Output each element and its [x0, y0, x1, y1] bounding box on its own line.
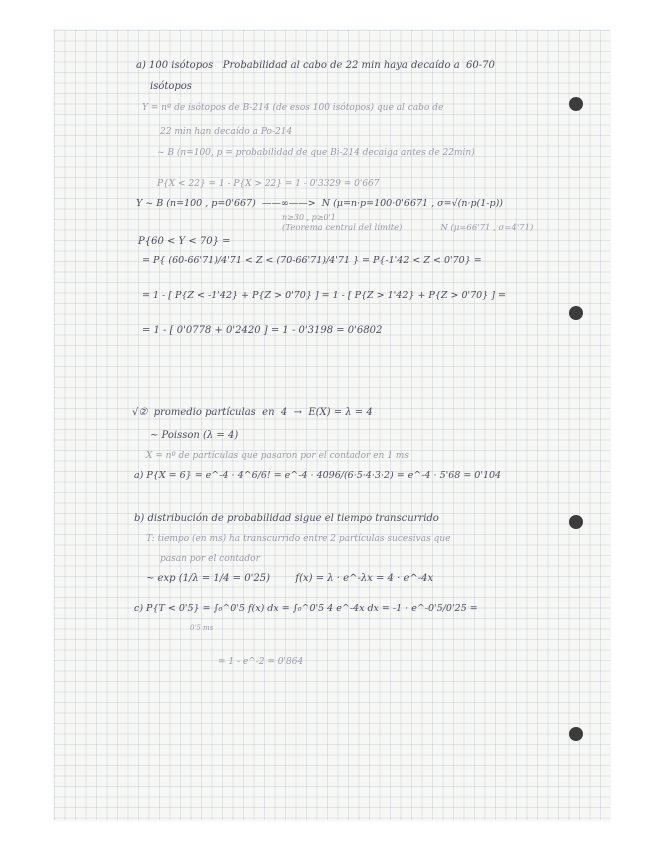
problem-a-line-8: n≥30 , p≥0'1: [282, 213, 336, 222]
problem-2-line-4: a) P{X = 6} = e^-4 · 4^6/6! = e^-4 · 4096/(6·5·4·3·2) = e^-4 · 5'68 = 0'104: [134, 470, 502, 481]
problem-2-line-8: ~ exp (1/λ = 1/4 = 0'25) f(x) = λ · e^-λx = 4 · e^-4x: [146, 573, 434, 584]
problem-2-line-11: = 1 - e^-2 = 0'864: [218, 657, 304, 667]
problem-a-line-12: = 1 - [ P{Z < -1'42} + P{Z > 0'70} ] = 1 - [ P{Z > 1'42} + P{Z > 0'70} ] =: [142, 290, 506, 301]
problem-a-line-7: Y ~ B (n=100 , p=0'667) ——∞——> N (μ=n·p=100·0'6671 , σ=√(n·p(1-p)): [136, 198, 504, 209]
binder-hole: [569, 515, 583, 529]
problem-2-line-6: T: tiempo (en ms) ha transcurrido entre 2 partículas sucesivas que: [146, 534, 451, 544]
problem-2-line-7: pasan por el contador: [160, 554, 260, 564]
problem-2-line-3: X = nº de partículas que pasaron por el contador en 1 ms: [146, 451, 409, 461]
problem-a-line-6: P{X < 22} = 1 - P{X > 22} = 1 - 0'3329 = 0'667: [157, 179, 380, 189]
problem-2-line-10: 0'5 ms: [190, 624, 214, 632]
problem-a-line-10: P{60 < Y < 70} =: [138, 236, 231, 247]
problem-a-line-5: ~ B (n=100, p = probabilidad de que Bi-214 decaiga antes de 22min): [157, 148, 475, 158]
binder-hole: [569, 727, 583, 741]
problem-a-line-4: 22 min han decaído a Po-214: [160, 127, 293, 137]
binder-hole: [569, 306, 583, 320]
problem-a-line-1: a) 100 isótopos Probabilidad al cabo de 22 min haya decaído a 60-70: [136, 60, 495, 71]
problem-a-line-2: isótopos: [150, 81, 192, 92]
problem-2-line-1: √② promedio partículas en 4 → E(X) = λ = 4: [132, 407, 373, 418]
problem-a-line-3: Y = nº de isótopos de B-214 (de esos 100 isótopos) que al cabo de: [142, 103, 444, 113]
problem-2-line-2: ~ Poisson (λ = 4): [150, 430, 239, 441]
problem-a-line-9: (Teorema central del límite) N (μ=66'71 , σ=4'71): [282, 223, 534, 233]
problem-2-line-9: c) P{T < 0'5} = ∫₀^0'5 f(x) dx = ∫₀^0'5 4 e^-4x dx = -1 · e^-0'5/0'25 =: [134, 603, 478, 614]
binder-hole: [569, 97, 583, 111]
problem-a-line-11: = P{ (60-66'71)/4'71 < Z < (70-66'71)/4'71 } = P{-1'42 < Z < 0'70} =: [142, 255, 482, 266]
problem-a-line-13: = 1 - [ 0'0778 + 0'2420 ] = 1 - 0'3198 = 0'6802: [142, 325, 383, 336]
problem-2-line-5: b) distribución de probabilidad sigue el tiempo transcurrido: [134, 513, 439, 524]
